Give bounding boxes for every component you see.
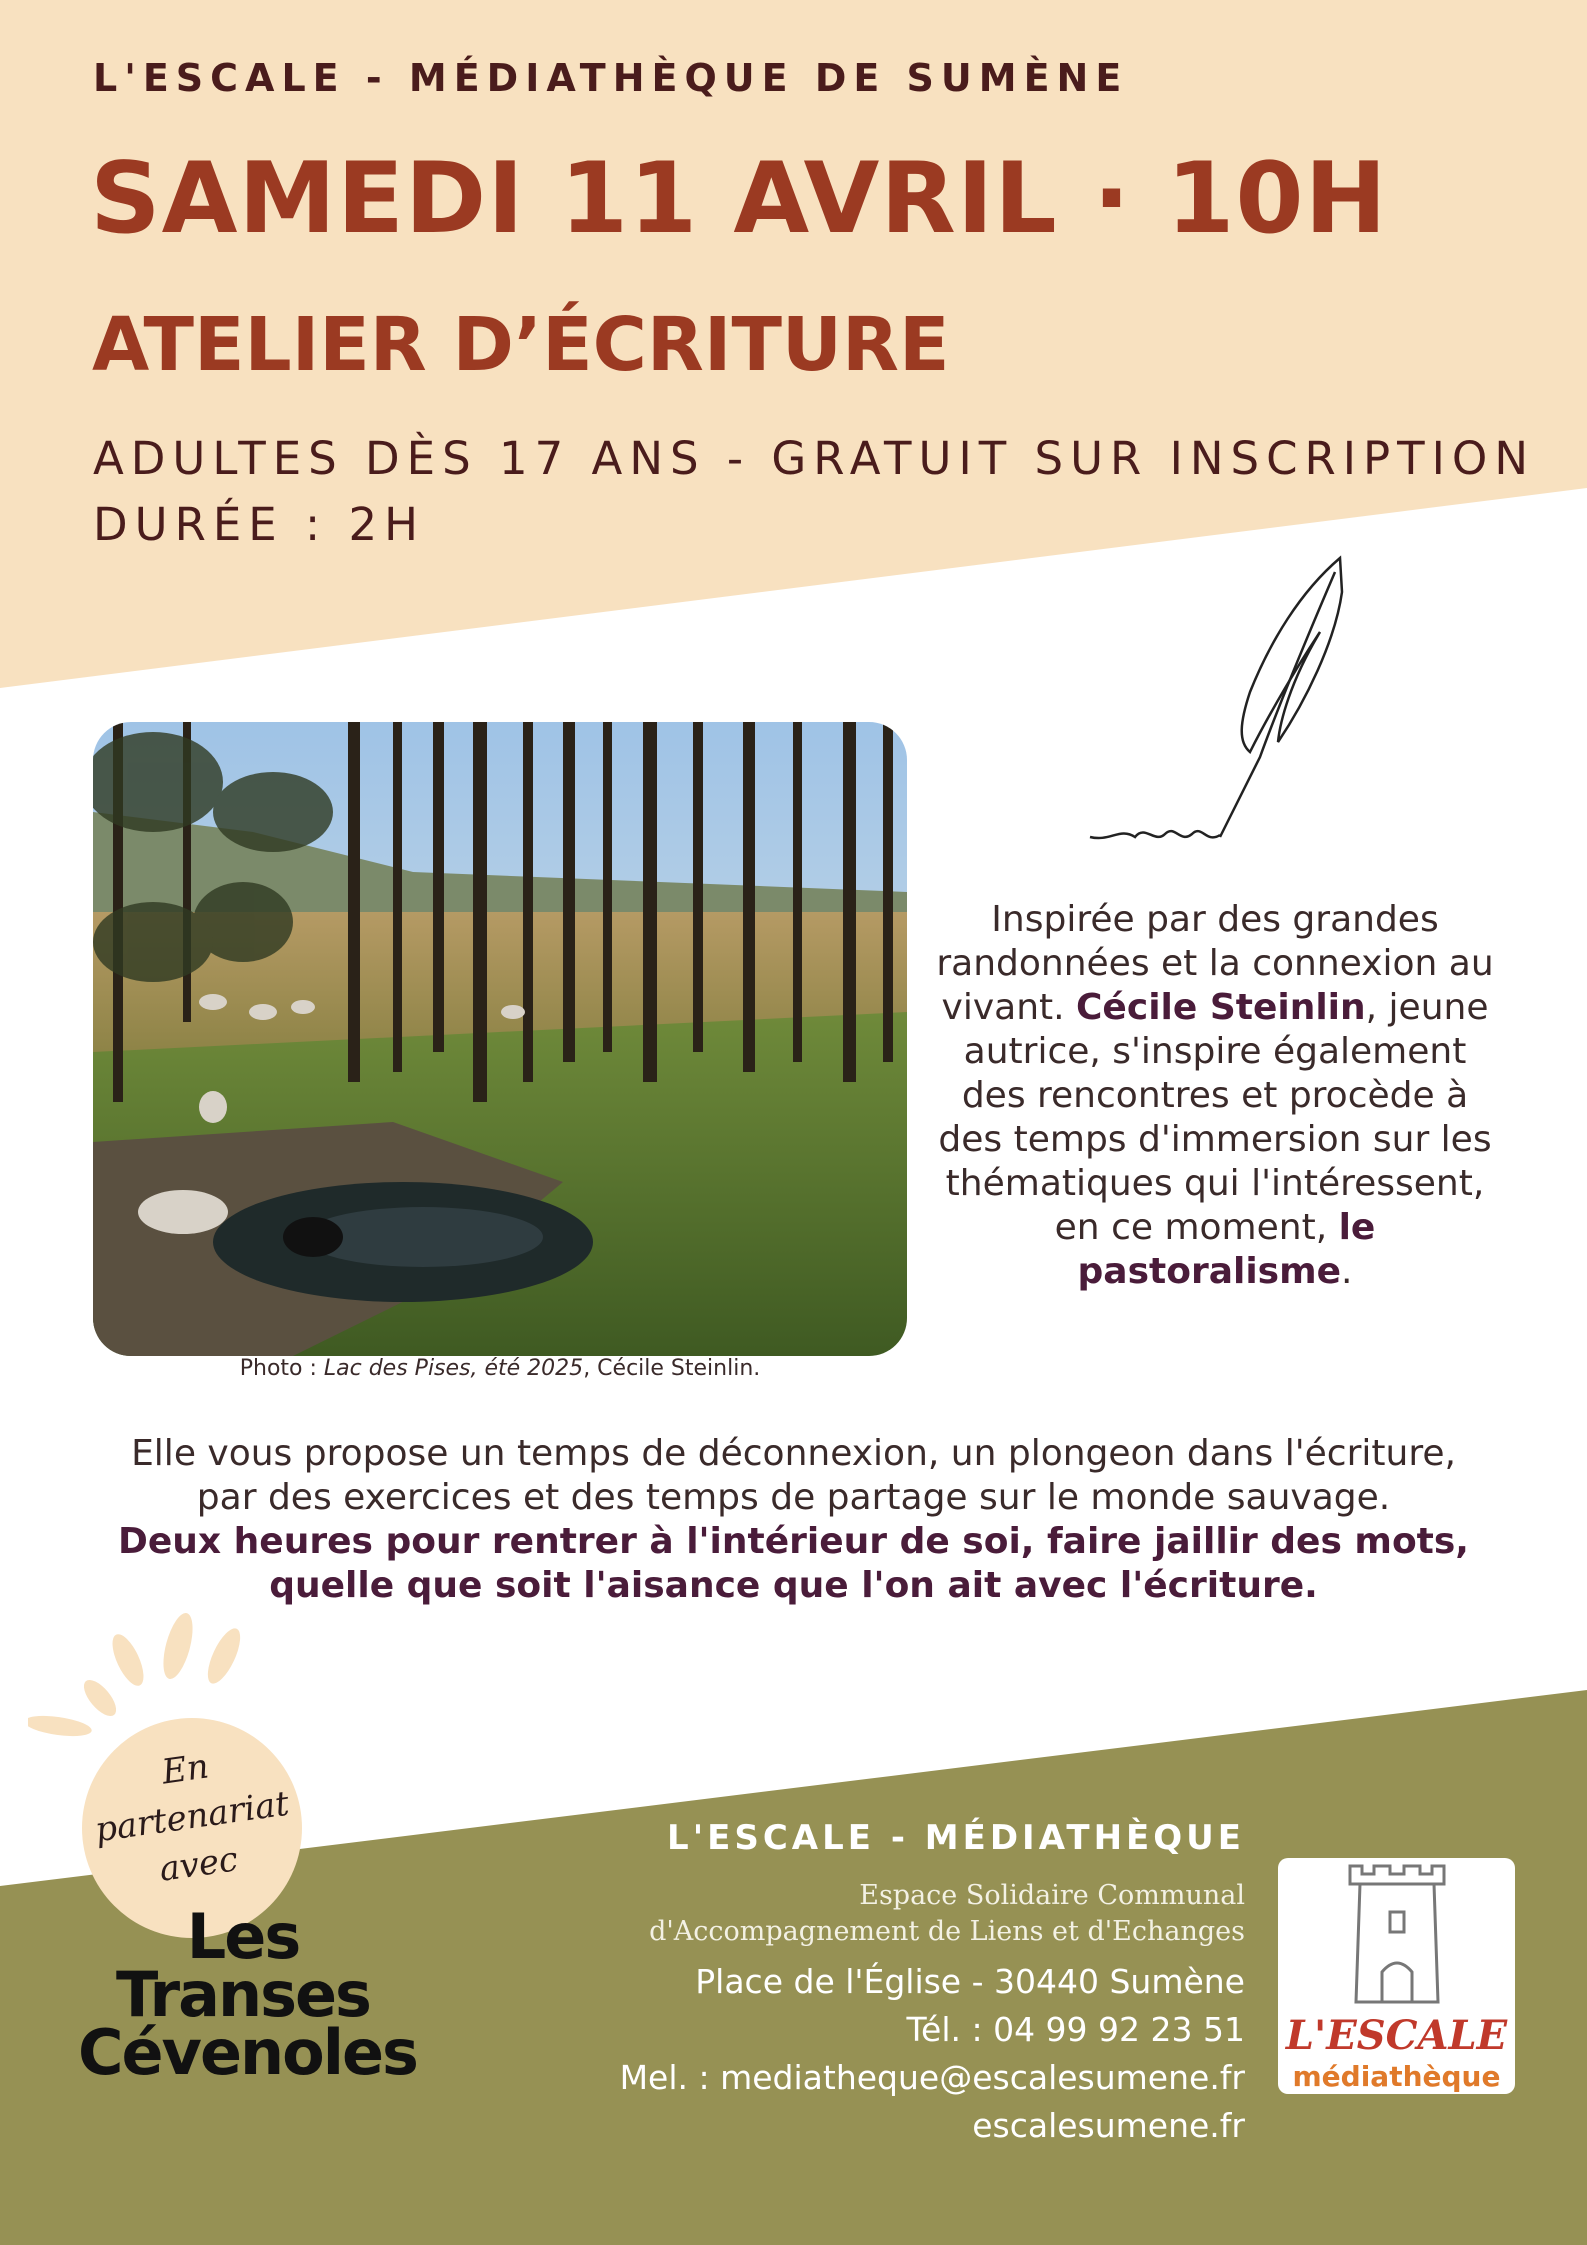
caption-title: Lac des Pises, été 2025 [323,1356,584,1381]
sunburst-icon [28,1608,248,1738]
partner-line3: avec [156,1839,241,1890]
contact-address: Place de l'Église - 30440 Sumène [695,1962,1245,2001]
transes-line3: Cévenoles [78,2016,417,2089]
quill-icon [1080,552,1360,852]
tower-icon [1342,1862,1452,2012]
contact-email: Mel. : mediatheque@escalesumene.fr [619,2058,1245,2097]
description-part3: . [1341,1251,1353,1292]
contact-website: escalesumene.fr [972,2106,1245,2145]
author-name: Cécile Steinlin [1076,987,1366,1028]
contact-phone: Tél. : 04 99 92 23 51 [906,2010,1245,2049]
body-highlight: Deux heures pour rentrer à l'intérieur de soi, faire jaillir des mots, quelle que soit l'aisance que l'on ait avec l'écriture. [118,1521,1469,1606]
description-part1: Inspirée par des grandes randonnées et la connexion au vivant. [936,899,1494,1028]
partner-line2: partenariat [92,1783,292,1851]
transes-cevenoles-logo [78,1900,417,2089]
event-title: ATELIER D’ÉCRITURE [92,302,950,388]
photo-caption [93,1356,907,1381]
description-part2: , jeune autrice, s'inspire également des rencontres et procède à des temps d'immersion sur les thématiques qui l'intéressent, en ce moment, [938,987,1492,1248]
body-text [100,1432,1487,1608]
venue-heading: L'ESCALE - MÉDIATHÈQUE DE SUMÈNE [93,56,1129,100]
contact-title: L'ESCALE - MÉDIATHÈQUE [667,1818,1245,1858]
forest-photo [93,722,907,1356]
caption-suffix: , Cécile Steinlin. [583,1356,761,1381]
description-text [930,898,1500,1294]
transes-line1: Les [186,1900,300,1973]
duration-info: DURÉE : 2H [93,498,425,551]
partner-text [73,1730,311,1903]
transes-line2: Transes [116,1958,370,2031]
partner-line1: En [159,1746,212,1793]
event-date: SAMEDI 11 AVRIL · 10H [90,142,1388,256]
topic-name: le pastoralisme [1077,1207,1376,1292]
escale-logo-sub: médiathèque [1292,2060,1501,2093]
caption-prefix: Photo : [239,1356,324,1381]
escale-logo-name: L'ESCALE [1285,2012,1508,2059]
contact-organization: Espace Solidaire Communal d'Accompagnement de Liens et d'Echanges [649,1880,1245,1947]
body-paragraph: Elle vous propose un temps de déconnexion, un plongeon dans l'écriture, par des exercices et des temps de partage sur le monde sauvage. [131,1433,1456,1518]
audience-info: ADULTES DÈS 17 ANS - GRATUIT SUR INSCRIPTION [93,432,1536,485]
